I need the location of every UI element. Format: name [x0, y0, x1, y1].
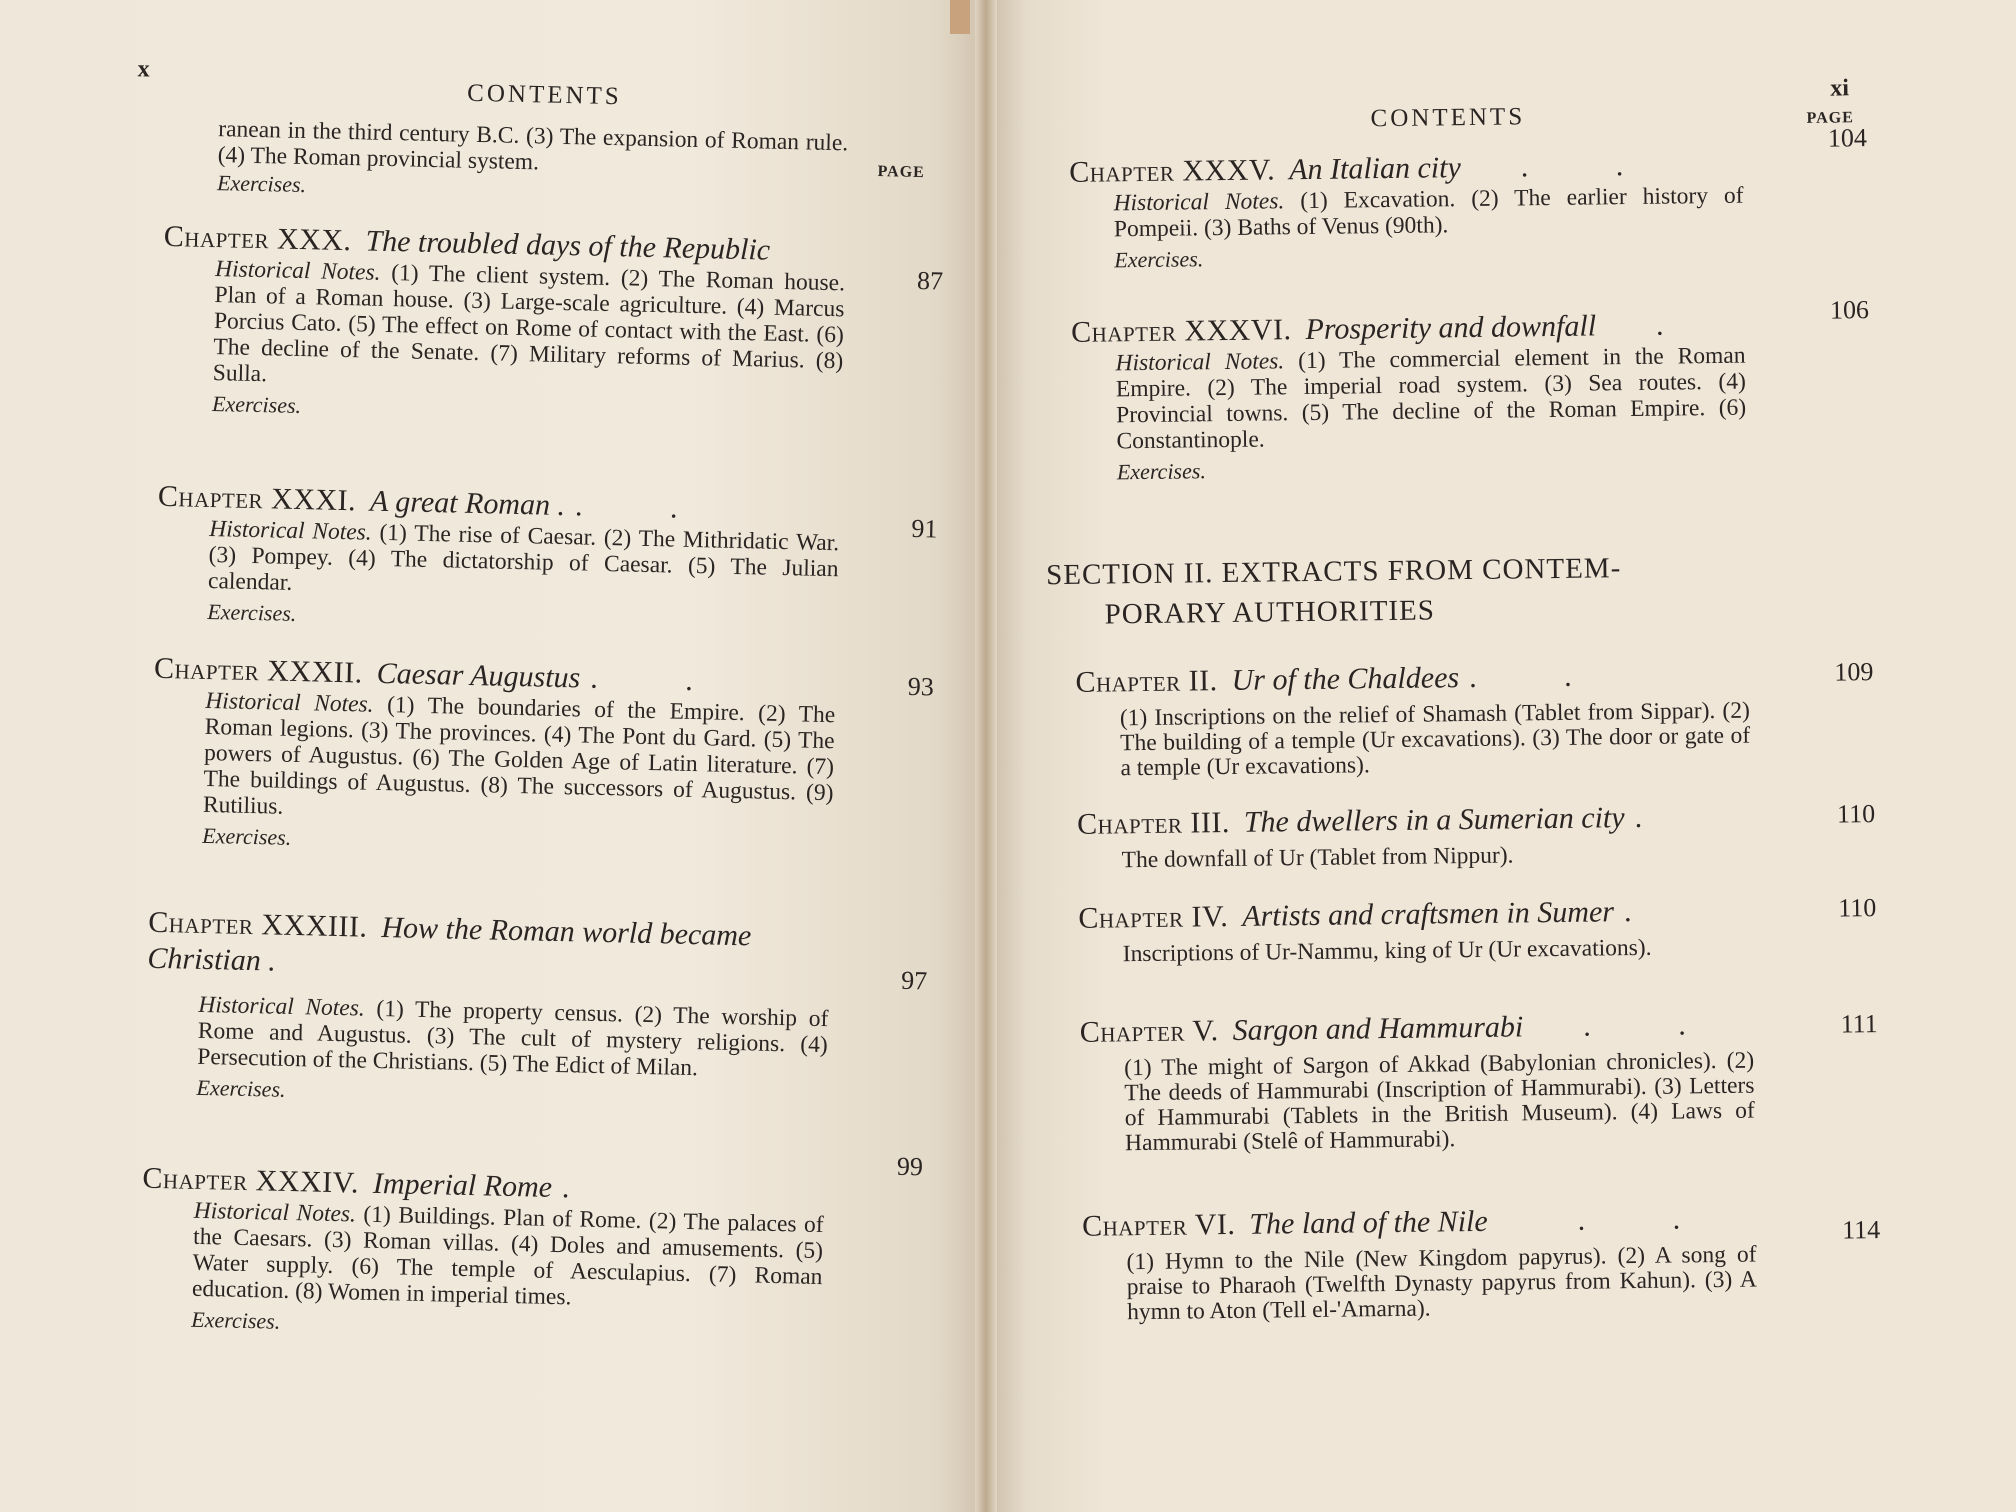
chapter-xxxii[interactable] [150, 651, 935, 869]
leader-dots: . . [1577, 1202, 1721, 1237]
chapter-title: Caesar Augustus [376, 656, 581, 695]
chapter-title: A great Roman . [369, 484, 566, 523]
chapter-heading [147, 905, 848, 993]
chapter-page-number: 109 [1834, 657, 1874, 687]
chapter-extract-text: (1) Inscriptions on the relief of Shamash (Tablet from Sippar). (2) The building of a temple (Ur excavations). (3) The door or gate of a temple (Ur excavations). [1119, 697, 1751, 782]
right-folio: xi [1830, 75, 1850, 102]
chapter-title: Imperial Rome [372, 1166, 553, 1204]
notes-text: (1) The client system. (2) The Roman house. Plan of a Roman house. (3) Large-scale agriculture. (4) Marcus Porcius Cato. (5) The effect on Rome of contact with the East. (6) The decline of the Senate. (7) Military reforms of Marius. (8) Sulla. [212, 260, 846, 388]
notes-text: (1) The boundaries of the Empire. (2) The Roman legions. (3) The provinces. (4) The Pont du Gard. (5) The powers of Augustus. (6) The Golden Age of Latin literature. (7) The buildings of Augustus. (8) The successors of Augustus. (9) Rutilius. [202, 692, 836, 820]
leader-dots: . [1655, 308, 1704, 342]
chapter-page-number: 87 [916, 265, 944, 296]
chapter-title: The land of the Nile [1249, 1204, 1488, 1241]
chapter-title: The dwellers in a Sumerian city [1243, 801, 1625, 839]
chapter-exercises: Exercises. [1116, 458, 1207, 485]
chapter-number: Chapter XXXIII. [147, 905, 368, 944]
chapter-number: Chapter XXXV. [1069, 153, 1276, 189]
chapter-title: Artists and craftsmen in Sumer [1242, 895, 1615, 933]
notes-text: (1) Buildings. Plan of Rome. (2) The palaces of the Caesars. (3) Roman villas. (4) Doles and amusements. (5) Water supply. (6) The temple of Aesculapius. (7) Roman education. (8) Women in imperial times. [191, 1201, 824, 1311]
chapter-v[interactable] [1079, 1006, 1878, 1157]
chapter-notes [213, 256, 846, 400]
notes-label: Historical Notes. [208, 515, 373, 546]
chapter-number: Chapter XXXII. [153, 651, 364, 690]
chapter-number: Chapter XXX. [163, 219, 352, 258]
leader-dots: . . [1468, 659, 1612, 695]
chapter-ii[interactable] [1075, 656, 1874, 782]
leader-dots: . . [574, 489, 718, 526]
notes-label: Historical Notes. [1113, 188, 1285, 217]
chapter-number: Chapter XXXIV. [142, 1161, 360, 1200]
chapter-page-number: 91 [911, 513, 938, 544]
continuation-exercises: Exercises. [216, 170, 307, 198]
left-page-label: PAGE [877, 163, 925, 182]
chapter-number: Chapter III. [1076, 805, 1231, 841]
chapter-heading [1075, 656, 1785, 701]
chapter-xxxi[interactable] [155, 479, 938, 645]
right-running-head: CONTENTS [1370, 103, 1526, 133]
continuation-text: ranean in the third century B.C. (3) The expansion of Roman rule. (4) The Roman provincial system. [217, 116, 849, 176]
chapter-extract-text: (1) Hymn to the Nile (New Kingdom papyrus). (2) A song of praise to Pharaoh (Twelfth Dynasty papyrus from Kahun). (3) A hymn to Aton (Tell el-'Amarna). [1126, 1241, 1757, 1326]
chapter-heading [1082, 1200, 1792, 1245]
chapter-heading [1078, 892, 1788, 937]
chapter-xxxvi[interactable] [1070, 295, 1870, 491]
leader-dots: . [561, 1171, 610, 1206]
chapter-title: The troubled days of the Republic [365, 224, 771, 267]
chapter-title: Ur of the Chaldees [1231, 661, 1460, 697]
chapter-notes [1115, 343, 1746, 455]
notes-label: Historical Notes. [193, 1197, 357, 1228]
chapter-exercises: Exercises. [191, 1306, 281, 1334]
chapter-iii[interactable] [1076, 798, 1876, 874]
chapter-notes [208, 516, 840, 608]
chapter-xxxiv[interactable] [139, 1151, 924, 1353]
chapter-xxxv[interactable] [1069, 123, 1868, 279]
leader-dots: . . [589, 661, 734, 698]
continuation-entry [165, 115, 877, 213]
book-gutter [975, 0, 997, 1512]
chapter-page-number: 93 [907, 671, 935, 702]
chapter-title: How the Roman world became Christian . [147, 910, 752, 978]
notes-label: Historical Notes. [205, 687, 374, 718]
chapter-page-number: 104 [1827, 123, 1868, 153]
chapter-exercises: Exercises. [202, 822, 292, 850]
leader-dots: . . [1583, 1007, 1726, 1043]
chapter-iv[interactable] [1078, 892, 1877, 968]
leader-dots: . [1634, 800, 1683, 835]
chapter-exercises: Exercises. [196, 1074, 286, 1102]
chapter-title: An Italian city [1288, 151, 1462, 187]
notes-text: (1) Excavation. (2) The earlier history of Pompeii. (3) Baths of Venus (90th). [1113, 182, 1744, 243]
chapter-number: Chapter V. [1079, 1014, 1219, 1049]
chapter-exercises: Exercises. [211, 391, 302, 419]
leader-dots: . [1623, 894, 1672, 929]
chapter-extract-text: Inscriptions of Ur-Nammu, king of Ur (Ur excavations). [1122, 934, 1652, 968]
notes-label: Historical Notes. [1115, 348, 1285, 377]
chapter-exercises: Exercises. [1114, 246, 1204, 273]
right-page-label: PAGE [1806, 109, 1854, 127]
leader-dots: . . [1520, 148, 1664, 184]
chapter-title: Sargon and Hammurabi [1232, 1010, 1524, 1047]
section-heading-line-2: PORARY AUTHORITIES [1104, 594, 1436, 631]
chapter-notes [197, 992, 829, 1084]
chapter-xxxiii[interactable] [144, 905, 928, 1121]
left-folio: x [137, 56, 150, 83]
chapter-number: Chapter XXXVI. [1070, 313, 1292, 349]
chapter-heading [1077, 798, 1787, 843]
chapter-exercises: Exercises. [207, 598, 297, 626]
chapter-number: Chapter II. [1075, 664, 1218, 699]
chapter-number: Chapter VI. [1081, 1207, 1236, 1243]
notes-text: (1) The commercial element in the Roman Empire. (2) The imperial road system. (3) Sea routes. (4) Provincial towns. (5) The decline of the Roman Empire. (6) Constantinople. [1115, 342, 1747, 455]
chapter-number: Chapter XXXI. [157, 479, 357, 518]
cover-edge [950, 0, 970, 34]
chapter-extract-text: (1) The might of Sargon of Akkad (Babylonian chronicles). (2) The deeds of Hammurabi (Inscription of Hammurabi). (3) Letters of Hammurabi (Tablets in the British Museum). (4) Laws of Hammurabi (Stelê of Hammurabi). [1124, 1047, 1755, 1157]
notes-text: (1) The rise of Caesar. (2) The Mithridatic War. (3) Pompey. (4) The dictatorship of Caesar. (5) The Julian calendar. [207, 519, 840, 596]
section-heading-line-1: SECTION II. EXTRACTS FROM CONTEM- [1045, 552, 1622, 592]
chapter-notes [203, 688, 836, 832]
chapter-vi[interactable] [1081, 1200, 1881, 1326]
notes-label: Historical Notes. [198, 991, 366, 1022]
chapter-page-number: 99 [896, 1151, 924, 1182]
chapter-page-number: 97 [900, 965, 928, 996]
notes-label: Historical Notes. [214, 256, 381, 286]
chapter-heading [1080, 1006, 1790, 1051]
notes-text: (1) The property census. (2) The worship of Rome and Augustus. (3) The cult of mystery religions. (4) Persecution of the Christians. (5) The Edict of Milan. [196, 995, 829, 1082]
chapter-number: Chapter IV. [1078, 899, 1229, 935]
left-running-head: CONTENTS [466, 79, 623, 111]
chapter-page-number: 111 [1840, 1009, 1878, 1039]
chapter-extract-text: The downfall of Ur (Tablet from Nippur). [1121, 842, 1514, 874]
chapter-page-number: 110 [1838, 893, 1877, 923]
section-heading [1046, 548, 1622, 635]
chapter-notes [1113, 183, 1744, 243]
chapter-page-number: 114 [1841, 1215, 1881, 1245]
chapter-page-number: 106 [1829, 295, 1870, 325]
chapter-page-number: 110 [1836, 799, 1876, 829]
chapter-xxx[interactable] [160, 219, 944, 437]
chapter-notes [192, 1198, 824, 1316]
chapter-title: Prosperity and downfall [1305, 309, 1597, 347]
